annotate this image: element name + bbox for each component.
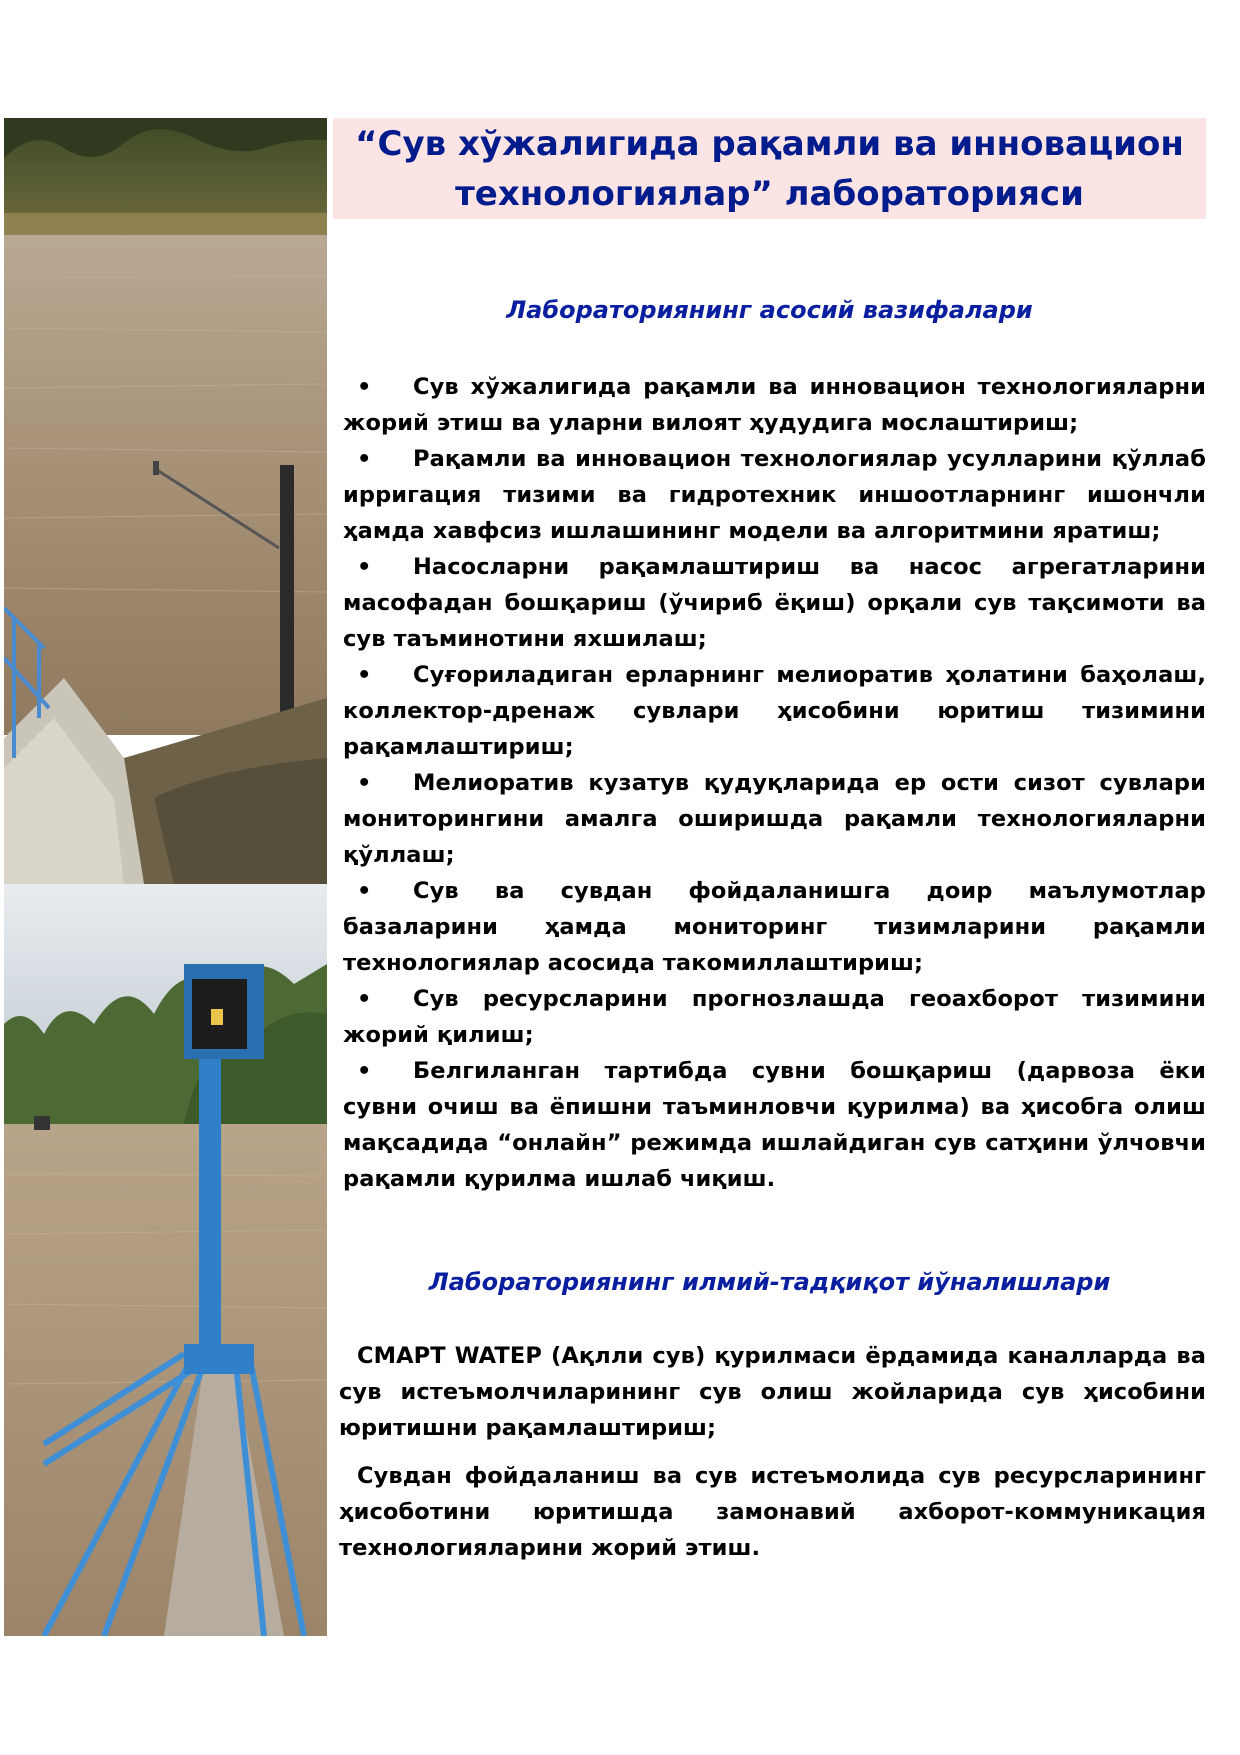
list-item <box>343 873 1206 981</box>
bullet: • <box>357 554 372 580</box>
list-item-text: Рақамли ва инновацион технологиялар усулларини қўллаб ирригация тизими ва гидротехник иншоотларнинг ишончли ҳамда хавфсиз ишлашининг модели ва алгоритмини яратиш; <box>343 446 1206 544</box>
smart-water-device-photo <box>4 884 327 1636</box>
list-item-text: Сув ва сувдан фойдаланишга доир маълумотлар базаларини ҳамда мониторинг тизимларини рақамли технологиялар асосида такомиллаштириш; <box>343 878 1206 976</box>
bullet: • <box>357 662 372 688</box>
list-item <box>343 765 1206 873</box>
list-item <box>343 549 1206 657</box>
canal-water-gauge-photo <box>4 118 327 884</box>
list-item <box>343 981 1206 1053</box>
list-item <box>343 441 1206 549</box>
bullet: • <box>357 770 372 796</box>
list-item-text: Сув ресурсларини прогнозлашда геоахборот тизимини жорий қилиш; <box>343 986 1206 1048</box>
bullet: • <box>357 374 372 400</box>
list-item <box>343 657 1206 765</box>
list-item <box>343 1053 1206 1197</box>
list-item-text: Сув хўжалигида рақамли ва инновацион технологияларни жорий этиш ва уларни вилоят ҳудудига мослаштириш; <box>343 374 1206 436</box>
tasks-heading: Лабораториянинг асосий вазифалари <box>506 296 1033 324</box>
bullet: • <box>357 878 372 904</box>
bullet: • <box>357 1058 372 1084</box>
research-paragraph: СМАРТ WATEР (Ақлли сув) қурилмаси ёрдамида каналларда ва сув истеъмолчиларининг сув олиш жойларида сув ҳисобини юритишни рақамлаштириш; <box>339 1343 1206 1441</box>
list-item-text: Суғориладиган ерларнинг мелиоратив ҳолатини баҳолаш, коллектор-дренаж сувлари ҳисобини юритиш тизимини рақамлаштириш; <box>343 662 1206 760</box>
smart-water-device-image <box>4 884 327 1636</box>
tasks-list <box>343 369 1206 1197</box>
canal-water-gauge-image <box>4 118 327 884</box>
bullet: • <box>357 986 372 1012</box>
document-title: “Сув хўжалигида рақамли ва инновацион технологиялар” лабораторияси <box>355 123 1184 214</box>
research-paragraph: Сувдан фойдаланиш ва сув истеъмолида сув ресурсларининг ҳисоботини юритишда замонавий ахборот-коммуникация технологияларини жорий этиш. <box>339 1463 1206 1561</box>
title-banner <box>333 118 1206 219</box>
list-item-text: Насосларни рақамлаштириш ва насос агрегатларини масофадан бошқариш (ўчириб ёқиш) орқали сув тақсимоти ва сув таъминотини яхшилаш; <box>343 554 1206 652</box>
list-item-text: Мелиоратив кузатув қудуқларида ер ости сизот сувлари мониторингини амалга оширишда рақамли технологияларни қўллаш; <box>343 770 1206 868</box>
bullet: • <box>357 446 372 472</box>
list-item-text: Белгиланган тартибда сувни бошқариш (дарвоза ёки сувни очиш ва ёпишни таъминловчи қурилма) ва ҳисобга олиш мақсадида “онлайн” режимда ишлайдиган сув сатҳини ўлчовчи рақамли қурилма ишлаб чиқиш. <box>343 1058 1206 1192</box>
research-paragraphs <box>339 1338 1206 1578</box>
list-item <box>343 369 1206 441</box>
research-heading: Лабораториянинг илмий-тадқиқот йўналишлари <box>428 1268 1111 1296</box>
